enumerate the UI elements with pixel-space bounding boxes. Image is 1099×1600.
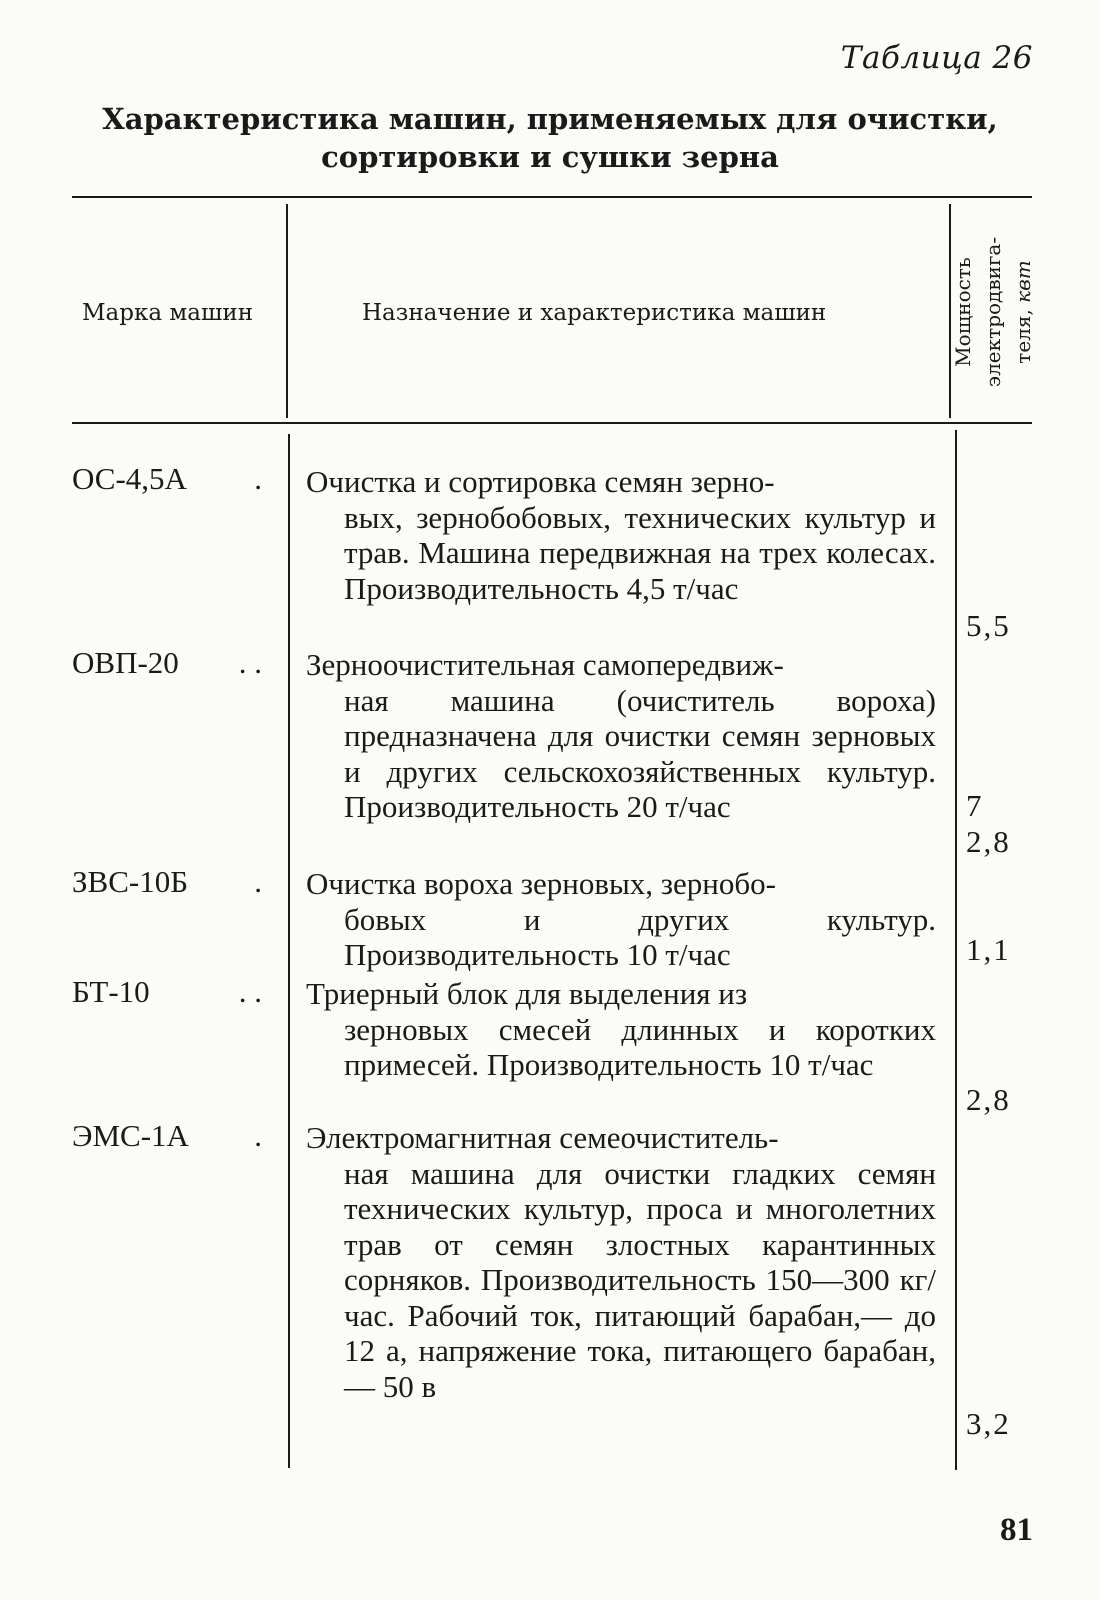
leader-dots: . (254, 461, 262, 496)
body-divider-1 (288, 434, 290, 1468)
header-brand: Марка машин (82, 300, 254, 326)
row-power-ovp-20-a: 7 (966, 788, 984, 823)
brand-text: ОС-4,5А (72, 461, 187, 496)
row-power-os-4-5a: 5,5 (966, 608, 1011, 643)
header-power-unit: квт (1011, 260, 1035, 303)
description-first-line: Очистка и сортировка семян зерно- (306, 464, 775, 499)
row-brand-ems-1a (72, 1118, 272, 1154)
row-power-ovp-20-b: 2,8 (966, 824, 1011, 859)
description-continuation: бовых и других культур. Производительность 10 т/час (344, 901, 936, 972)
caption-line-1: Характеристика машин, применяемых для очистки, (102, 102, 998, 136)
header-purpose: Назначение и характеристика машин (362, 300, 827, 326)
page-number: 81 (1000, 1512, 1033, 1548)
description-first-line: Триерный блок для выделения из (306, 976, 748, 1011)
description-continuation: ная машина (очиститель вороха) предназначена для очистки семян зерновых и других сельскохозяйственных культур. Производительность 20 т/час (344, 682, 936, 824)
brand-text: ОВП-20 (72, 645, 179, 680)
row-description-ems-1a (306, 1120, 936, 1404)
header-power-line-1: Мощность (951, 257, 975, 367)
caption-line-2: сортировки и сушки зерна (321, 140, 779, 174)
row-description-bt-10 (306, 976, 936, 1083)
description-first-line: Зерноочистительная самопередвиж- (306, 647, 784, 682)
brand-text: БТ-10 (72, 974, 150, 1009)
description-continuation: зерновых смесей длинных и коротких примесей. Производительность 10 т/час (344, 1011, 936, 1082)
leader-dots: . (254, 864, 262, 899)
row-power-bt-10: 2,8 (966, 1082, 1011, 1117)
table-caption (70, 100, 1030, 176)
description-first-line: Электромагнитная семеочиститель- (306, 1120, 779, 1155)
header-bottom-rule (72, 422, 1032, 424)
brand-text: ЗВС-10Б (72, 864, 189, 899)
header-divider-1 (286, 204, 288, 418)
row-description-ovp-20 (306, 647, 936, 825)
description-first-line: Очистка вороха зерновых, зернобо- (306, 866, 776, 901)
row-power-zvs-10b: 1,1 (966, 932, 1011, 967)
row-brand-zvs-10b (72, 864, 272, 900)
table-label: Таблица 26 (840, 40, 1033, 76)
row-brand-os-4-5a (72, 461, 272, 497)
header-power-line-2: электродвига- (981, 236, 1005, 388)
leader-dots: . . (238, 645, 262, 680)
header-power (953, 204, 1033, 420)
row-brand-bt-10 (72, 974, 272, 1010)
description-continuation: ная машина для очистки гладких семян технических культур, проса и многолетних трав от семян злостных карантинных сорняков. Производительность 150—300 кг/час. Рабочий ток, питающий барабан,— до 12 а, напряжение тока, питающего барабан,— 50 в (344, 1155, 936, 1404)
row-power-ems-1a: 3,2 (966, 1406, 1011, 1441)
row-description-os-4-5a (306, 464, 936, 606)
description-continuation: вых, зернобобовых, технических культур и трав. Машина передвижная на трех колесах. Производительность 4,5 т/час (344, 499, 936, 606)
leader-dots: . (254, 1118, 262, 1153)
header-power-line-3: теля, (1011, 302, 1035, 364)
brand-text: ЭМС-1А (72, 1118, 189, 1153)
row-description-zvs-10b (306, 866, 936, 973)
row-brand-ovp-20 (72, 645, 272, 681)
leader-dots: . . (238, 974, 262, 1009)
table-top-rule (72, 196, 1032, 198)
body-divider-2 (955, 430, 957, 1470)
